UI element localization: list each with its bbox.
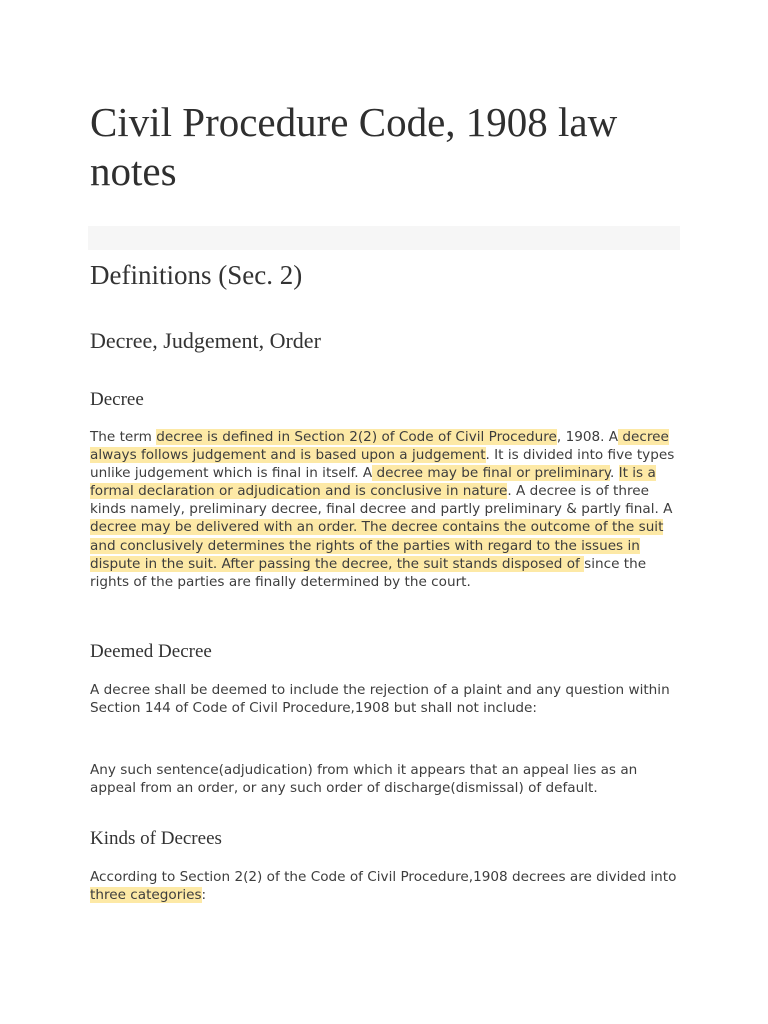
highlighted-text: decree may be final or preliminary — [372, 465, 610, 482]
text-segment: According to Section 2(2) of the Code of Civil Procedure,1908 decrees are divided into — [90, 869, 677, 885]
kinds-of-decrees-heading: Kinds of Decrees — [90, 828, 222, 849]
highlighted-text: three categories — [90, 887, 202, 904]
text-segment: , 1908. A — [556, 429, 619, 445]
text-segment: since the rights of the parties are finally determined by the court. — [90, 555, 647, 590]
text-segment: : — [201, 887, 207, 904]
deemed-decree-paragraph-2: Any such sentence(adjudication) from which it appears that an appeal lies as an appeal from an order, or any such order of discharge(dismissal) of default. — [90, 762, 638, 797]
text-segment: . A decree is of three kinds namely, preliminary decree, final decree and partly preliminary & partly final. A — [90, 483, 673, 518]
decree-paragraph — [90, 428, 682, 591]
highlighted-text: decree always follows judgement and is based upon a judgement — [90, 429, 669, 464]
text-segment: The term — [90, 429, 157, 445]
highlighted-text: It is a formal declaration or adjudication and is conclusive in nature — [90, 465, 656, 500]
text-segment: . — [609, 465, 619, 482]
text-segment: . It is divided into five types unlike judgement which is final in itself. A — [90, 447, 675, 482]
divider-band — [88, 226, 680, 250]
subheading-decree-judgement-order: Decree, Judgement, Order — [90, 328, 321, 353]
decree-heading: Decree — [90, 389, 144, 410]
kinds-paragraph — [90, 868, 682, 904]
highlighted-text: decree may be delivered with an order. The decree contains the outcome of the suit and conclusively determines the rights of the parties with regard to the issues in dispute in the suit. After passing the decree, the suit stands disposed of — [90, 519, 664, 572]
deemed-decree-paragraph-1: A decree shall be deemed to include the rejection of a plaint and any question within Section 144 of Code of Civil Procedure,1908 but shall not include: — [90, 682, 670, 717]
deemed-decree-heading: Deemed Decree — [90, 641, 212, 662]
highlighted-text: decree is defined in Section 2(2) of Code of Civil Procedure — [156, 429, 557, 445]
definitions-heading: Definitions (Sec. 2) — [90, 260, 303, 290]
page-title: Civil Procedure Code, 1908 law notes — [90, 99, 618, 194]
